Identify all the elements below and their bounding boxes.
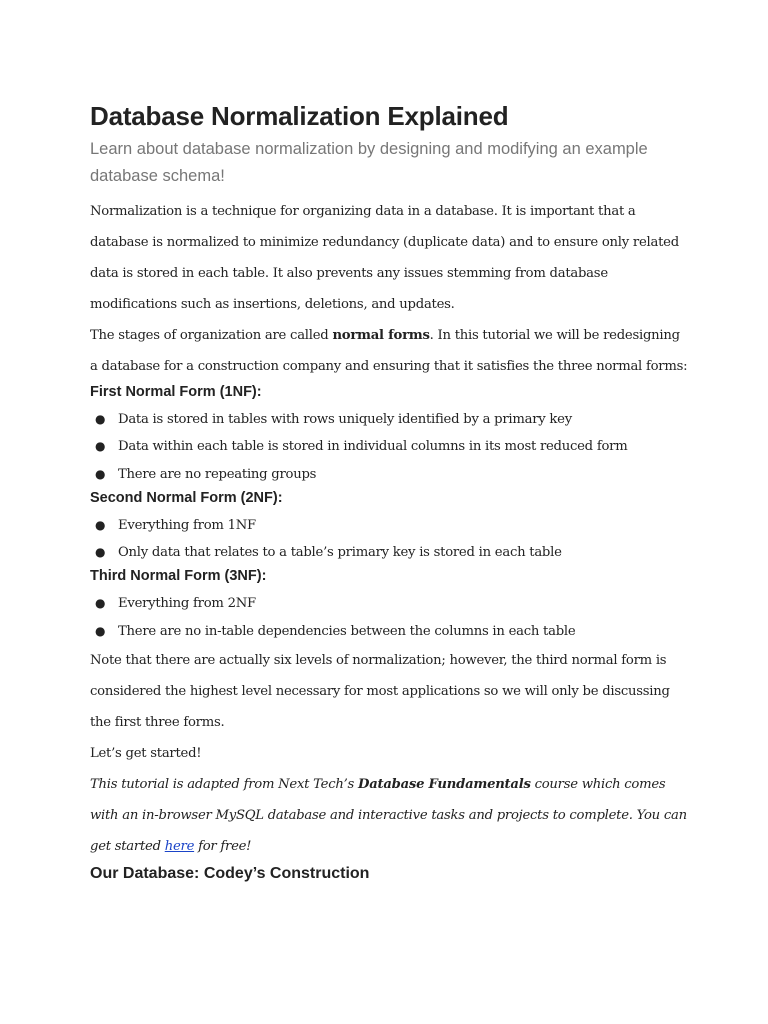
- list-item: [90, 539, 690, 566]
- list-item: [90, 590, 690, 617]
- normal-forms-term: normal forms: [332, 328, 430, 343]
- stages-text-after: . In this tutorial we will be redesigning a database for a construction company and ensuring that it satisfies the three normal forms:: [90, 328, 688, 374]
- bullet-icon: ●: [95, 545, 106, 560]
- article: [90, 96, 690, 886]
- note-paragraph: Note that there are actually six levels of normalization; however, the third normal form is considered the highest level necessary for most applications so we will only be discussing the first three forms.: [90, 653, 670, 731]
- list-item-text: There are no in-table dependencies between the columns in each table: [118, 623, 576, 639]
- bullet-icon: ●: [95, 439, 106, 454]
- lets-start-paragraph: Let’s get started!: [90, 746, 202, 762]
- third-normal-form-list: [90, 590, 690, 645]
- list-item: [90, 433, 690, 460]
- second-normal-form-list: [90, 512, 690, 567]
- stages-text-before: The stages of organization are called: [90, 328, 333, 343]
- adapted-text-after: course which comes with an in-browser MySQL database and interactive tasks and projects to complete. You can get started: [90, 777, 687, 855]
- bullet-icon: ●: [95, 517, 106, 532]
- second-normal-form-heading: Second Normal Form (2NF):: [90, 489, 283, 506]
- adapted-text-end: for free!: [194, 839, 252, 855]
- page-subtitle: Learn about database normalization by designing and modifying an example database schema!: [90, 140, 648, 185]
- list-item-text: Everything from 2NF: [118, 596, 256, 612]
- list-item: [90, 512, 690, 539]
- adapted-text-before: This tutorial is adapted from Next Tech’s: [90, 777, 359, 793]
- list-item-text: Data within each table is stored in individual columns in its most reduced form: [118, 439, 628, 455]
- adapted-paragraph: [90, 769, 690, 862]
- third-normal-form-section: [90, 566, 690, 645]
- stages-paragraph: [90, 320, 690, 382]
- first-normal-form-heading: First Normal Form (1NF):: [90, 384, 262, 400]
- page-title: Database Normalization Explained: [90, 101, 509, 131]
- first-normal-form-list: [90, 406, 690, 488]
- list-item: [90, 618, 690, 645]
- here-link[interactable]: here: [164, 839, 195, 855]
- first-normal-form-section: [90, 382, 690, 488]
- second-normal-form-section: [90, 488, 690, 567]
- section-heading: Our Database: Codey’s Construction: [90, 865, 370, 883]
- bullet-icon: ●: [95, 466, 106, 481]
- list-item-text: Data is stored in tables with rows uniquely identified by a primary key: [118, 412, 572, 427]
- list-item-text: Everything from 1NF: [118, 517, 256, 533]
- course-name: Database Fundamentals: [358, 777, 531, 793]
- bullet-icon: ●: [95, 596, 106, 611]
- list-item: [90, 461, 690, 488]
- bullet-icon: ●: [95, 412, 106, 426]
- intro-paragraph: Normalization is a technique for organizing data in a database. It is important that a database is normalized to minimize redundancy (duplicate data) and to ensure only related data is stored in each table. It also prevents any issues stemming from database modifications such as insertions, deletions, and updates.: [90, 204, 679, 312]
- third-normal-form-heading: Third Normal Form (3NF):: [90, 568, 267, 585]
- bullet-icon: ●: [95, 623, 106, 638]
- list-item: [90, 406, 690, 433]
- list-item-text: Only data that relates to a table’s primary key is stored in each table: [118, 545, 562, 561]
- list-item-text: There are no repeating groups: [118, 466, 317, 482]
